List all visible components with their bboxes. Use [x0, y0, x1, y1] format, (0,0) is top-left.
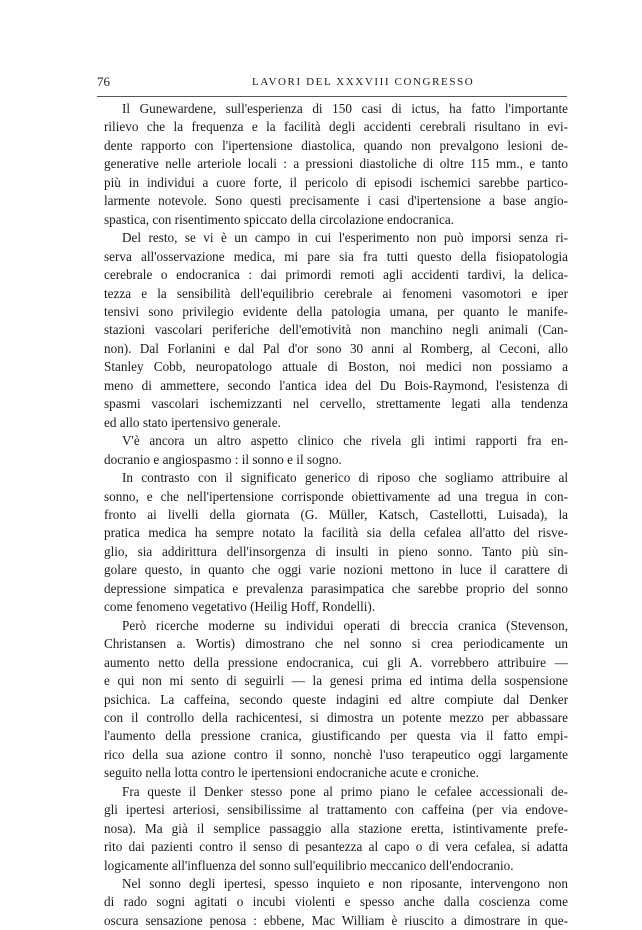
text-line: con il controllo della rachicentesi, si dimostra un potente mezzo per abbassare [104, 709, 568, 725]
text-line: V'è ancora un altro aspetto clinico che rivela gli intimi rapporti fra en- [122, 433, 568, 449]
text-line: larmente notevole. Sono questi precisamente i casi d'ipertensione a base angio- [104, 193, 568, 209]
text-line: docranio e angiospasmo : il sonno e il sogno. [104, 451, 342, 467]
text-line: rilievo che la frequenza e la facilità degli accidenti cerebrali risultano in evi- [104, 119, 568, 135]
text-line: ed allo stato ipertensivo generale. [104, 414, 281, 430]
text-line: glio, sia addirittura dell'insorgenza di insulti in pieno sonno. Tanto più sin- [104, 543, 568, 559]
running-title: LAVORI DEL XXXVIII CONGRESSO [252, 76, 475, 88]
text-line: meno di ammettere, secondo l'antica idea del Du Bois-Raymond, l'esistenza di [104, 377, 568, 393]
article-body [104, 100, 568, 930]
text-line: Christansen a. Wortis) dimostrano che nel sonno si crea periodicamente un [104, 636, 568, 652]
page-number: 76 [97, 74, 110, 89]
text-line: depressione simpatica e prevalenza parasimpatica che sarebbe proprio del sonno [104, 580, 568, 596]
text-line: gli ipertesi arteriosi, sensibilissime al trattamento con caffeina (per via endove- [104, 802, 568, 818]
text-line: di rado sogni agitati o incubi violenti e spesso anche dalla coscienza come [104, 894, 568, 910]
text-line: rico della sua azione contro il sonno, nonchè l'uso terapeutico oggi largamente [104, 746, 568, 762]
text-line: generative nelle arteriole locali : a pressioni diastoliche di oltre 115 mm., e tanto [104, 156, 568, 172]
text-line: seguito nella lotta contro le ipertensioni endocraniche acute e croniche. [104, 765, 479, 781]
text-line: spasmi vascolari ischemizzanti nel cervello, strettamente legati alla tendenza [104, 396, 568, 412]
text-line: come fenomeno vegetativo (Heilig Hoff, Rondelli). [104, 599, 376, 615]
text-line: aumento netto della pressione endocranica, cui gli A. vorrebbero attribuire — [104, 654, 568, 670]
text-line: nosa). Ma già il semplice passaggio alla stazione eretta, istintivamente prefe- [104, 820, 568, 836]
header-rule [97, 96, 567, 97]
text-line: dente rapporto con l'ipertensione diastolica, quando non prevalgono lesioni de- [104, 137, 568, 153]
text-line: e qui non mi sento di seguirli — la genesi prima ed intima della sospensione [104, 673, 568, 689]
text-line: Nel sonno degli ipertesi, spesso inquieto e non riposante, intervengono non [122, 876, 568, 892]
text-line: psichica. La caffeina, secondo queste indagini ed altre compiute dal Denker [104, 691, 568, 707]
text-line: rito dai pazienti contro il senso di pesantezza al capo o di vera cefalea, si adatta [104, 839, 568, 855]
text-line: Però ricerche moderne su individui operati di breccia cranica (Stevenson, [122, 617, 568, 633]
text-line: golare questo, in quanto che oggi varie nozioni mettono in luce il carattere di [104, 562, 568, 578]
text-line: Fra queste il Denker stesso pone al primo piano le cefalee accessionali de- [122, 783, 568, 799]
text-line: spastica, con risentimento spiccato della circolazione endocranica. [104, 211, 455, 227]
text-line: fronto ai livelli della giornata (G. Müller, Katsch, Castellotti, Luisada), la [104, 506, 568, 522]
text-line: pratica medica ha sempre notato la facilità sia della cefalea all'atto del risve- [104, 525, 568, 541]
text-line: più in individui a cuore forte, il pericolo di episodi ischemici sarebbe partico- [104, 174, 568, 190]
text-line: In contrasto con il significato generico di riposo che sogliamo attribuire al [122, 470, 568, 486]
text-line: Stanley Cobb, neuropatologo attuale di Boston, noi medici non possiamo a [104, 359, 568, 375]
text-line: logicamente all'influenza del sonno sull'equilibrio meccanico dell'endocranio. [104, 857, 514, 873]
text-line: l'aumento della pressione cranica, giustificando per questa via il fatto empi- [104, 728, 568, 744]
text-line: sonno, e che nell'ipertensione corrisponde obiettivamente ad una tregua in con- [104, 488, 568, 504]
text-line: non). Dal Forlanini e dal Pal d'or sono 30 anni al Romberg, al Ceconi, allo [104, 340, 568, 356]
text-line: stazioni vascolari periferiche dell'emotività non manchino negli animali (Can- [104, 322, 568, 338]
text-line: Il Gunewardene, sull'esperienza di 150 casi di ictus, ha fatto l'importante [122, 101, 568, 116]
text-line: tensivi sono privilegio evidente della patologia umana, per quanto le manife- [104, 303, 568, 319]
text-line: serva all'osservazione medica, mi pare sia fra tutti questo della fisiopatologia [104, 248, 568, 264]
text-line: cerebrale o endocranica : dai primordi remoti agli accidenti tardivi, la delica- [104, 267, 568, 283]
text-line: oscura sensazione penosa : ebbene, Mac William è riuscito a dimostrare in que- [104, 912, 568, 928]
text-line: tezza e la sensibilità dell'equilibrio cerebrale ai fenomeni vasomotori e iper [104, 285, 568, 301]
text-line: Del resto, se vi è un campo in cui l'esperimento non può imporsi senza ri- [122, 230, 568, 246]
